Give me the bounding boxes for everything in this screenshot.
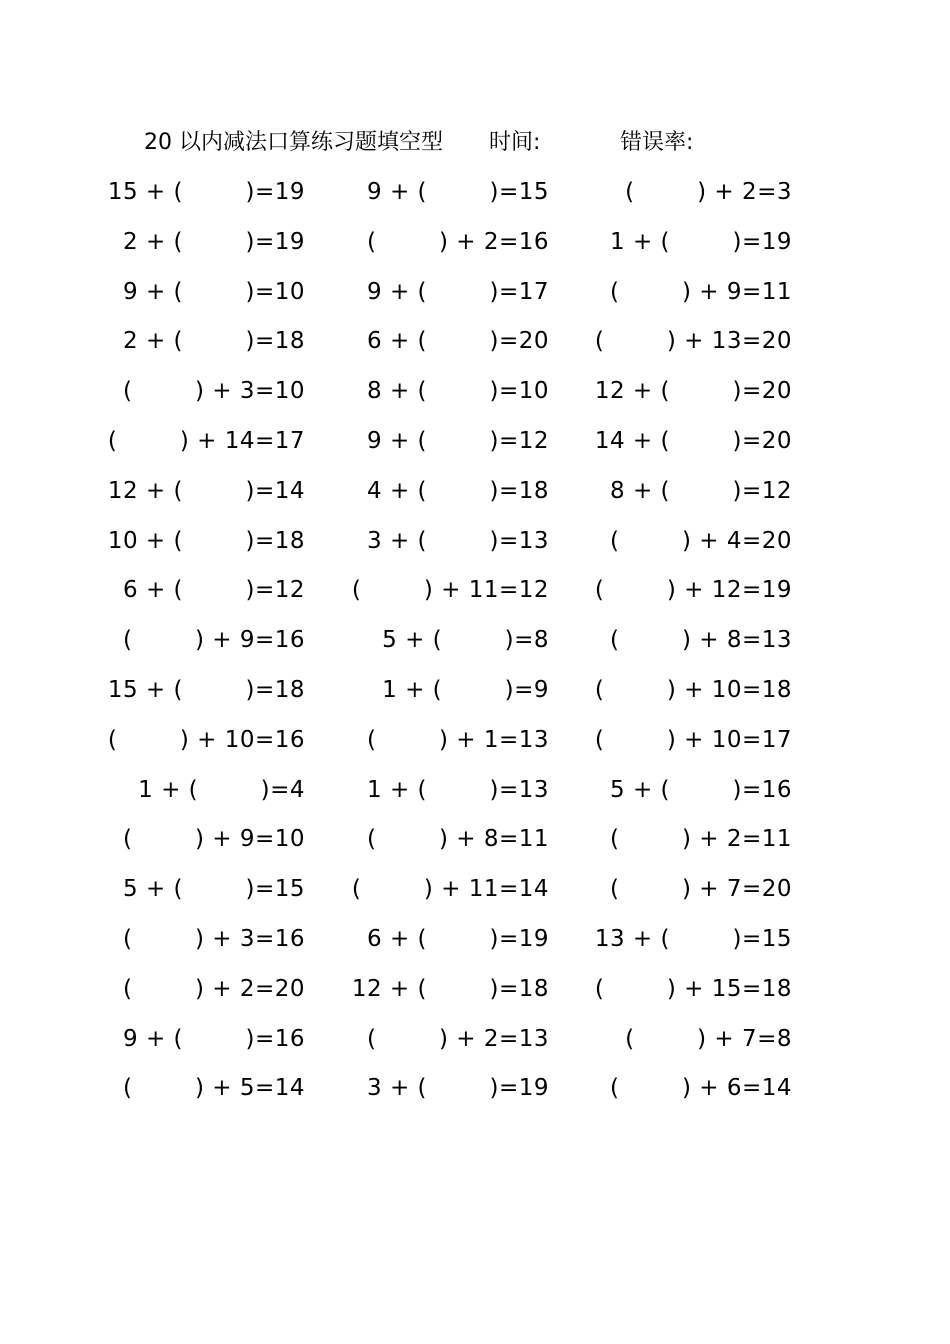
problem-item: ( ) + 13=20	[594, 328, 792, 355]
problem-item: 1 + ( )=4	[138, 776, 305, 803]
problem-item: 14 + ( )=20	[594, 427, 792, 454]
problem-item: ( ) + 10=17	[594, 726, 792, 753]
problem-item: ( ) + 2=16	[367, 228, 549, 255]
problem-row	[107, 720, 820, 770]
problem-item: ( ) + 11=14	[351, 876, 549, 903]
problem-item: ( ) + 8=13	[610, 627, 792, 654]
problem-item: 8 + ( )=12	[610, 477, 792, 504]
problem-row	[107, 421, 820, 471]
problem-item: ( ) + 3=16	[123, 925, 305, 952]
problem-item: ( ) + 7=20	[610, 876, 792, 903]
problem-item: ( ) + 14=17	[107, 427, 305, 454]
error-rate-label: 错误率:	[620, 130, 694, 155]
problem-item: 12 + ( )=18	[351, 975, 549, 1002]
problem-item: ( ) + 5=14	[123, 1075, 305, 1102]
problem-row	[120, 819, 820, 869]
problem-item: ( ) + 12=19	[594, 577, 792, 604]
problem-row	[120, 969, 820, 1019]
problem-item: ( ) + 15=18	[594, 975, 792, 1002]
problem-item: 13 + ( )=15	[594, 925, 792, 952]
problem-row	[120, 1019, 820, 1069]
problem-item: 2 + ( )=18	[123, 328, 305, 355]
problem-item: ( ) + 4=20	[610, 527, 792, 554]
problem-item: 3 + ( )=13	[367, 527, 549, 554]
problem-item: 6 + ( )=19	[367, 925, 549, 952]
problem-item: 6 + ( )=12	[123, 577, 305, 604]
problem-item: ( ) + 2=3	[625, 179, 792, 205]
problem-grid	[107, 172, 820, 1118]
problem-row	[120, 371, 820, 421]
problem-item: 9 + ( )=15	[367, 179, 549, 205]
problem-item: 9 + ( )=17	[367, 278, 549, 305]
problem-item: ( ) + 9=11	[610, 278, 792, 305]
time-label: 时间:	[489, 130, 541, 155]
problem-item: ( ) + 2=11	[610, 826, 792, 853]
problem-item: 1 + ( )=9	[382, 676, 549, 703]
problem-item: 9 + ( )=10	[123, 278, 305, 305]
problem-row	[120, 869, 820, 919]
worksheet-title: 20 以内减法口算练习题填空型	[144, 130, 443, 155]
problem-item: 12 + ( )=14	[107, 477, 305, 504]
problem-item: ( ) + 1=13	[367, 726, 549, 753]
problem-item: 2 + ( )=19	[123, 228, 305, 255]
problem-row	[107, 471, 820, 521]
problem-row	[107, 172, 820, 222]
problem-item: 9 + ( )=12	[367, 427, 549, 454]
problem-item: ( ) + 9=16	[123, 627, 305, 654]
problem-item: 5 + ( )=16	[610, 776, 792, 803]
problem-row	[120, 919, 820, 969]
problem-item: ( ) + 7=8	[625, 1025, 792, 1052]
problem-item: 1 + ( )=13	[367, 776, 549, 803]
problem-item: ( ) + 2=20	[123, 975, 305, 1002]
problem-item: 1 + ( )=19	[610, 228, 792, 255]
problem-item: 5 + ( )=15	[123, 876, 305, 903]
problem-item: ( ) + 3=10	[123, 378, 305, 405]
problem-row	[120, 570, 820, 620]
problem-item: 15 + ( )=19	[107, 179, 305, 205]
problem-item: ( ) + 10=18	[594, 676, 792, 703]
problem-item: ( ) + 10=16	[107, 726, 305, 753]
problem-row	[120, 620, 820, 670]
problem-item: 5 + ( )=8	[382, 627, 549, 654]
problem-item: 4 + ( )=18	[367, 477, 549, 504]
problem-item: 10 + ( )=18	[107, 527, 305, 554]
problem-item: ( ) + 8=11	[367, 826, 549, 853]
problem-item: 6 + ( )=20	[367, 328, 549, 355]
problem-item: ( ) + 2=13	[367, 1025, 549, 1052]
problem-item: 12 + ( )=20	[594, 378, 792, 405]
problem-item: ( ) + 11=12	[351, 577, 549, 604]
worksheet-header	[144, 126, 764, 160]
problem-item: 3 + ( )=19	[367, 1075, 549, 1102]
problem-item: 8 + ( )=10	[367, 378, 549, 405]
problem-row	[120, 1068, 820, 1118]
problem-item: 15 + ( )=18	[107, 676, 305, 703]
problem-item: ( ) + 9=10	[123, 826, 305, 853]
problem-row	[107, 521, 820, 571]
problem-item: ( ) + 6=14	[610, 1075, 792, 1102]
problem-row	[120, 321, 820, 371]
problem-row	[120, 770, 820, 820]
problem-row	[120, 272, 820, 322]
problem-row	[107, 670, 820, 720]
problem-row	[120, 222, 820, 272]
problem-item: 9 + ( )=16	[123, 1025, 305, 1052]
